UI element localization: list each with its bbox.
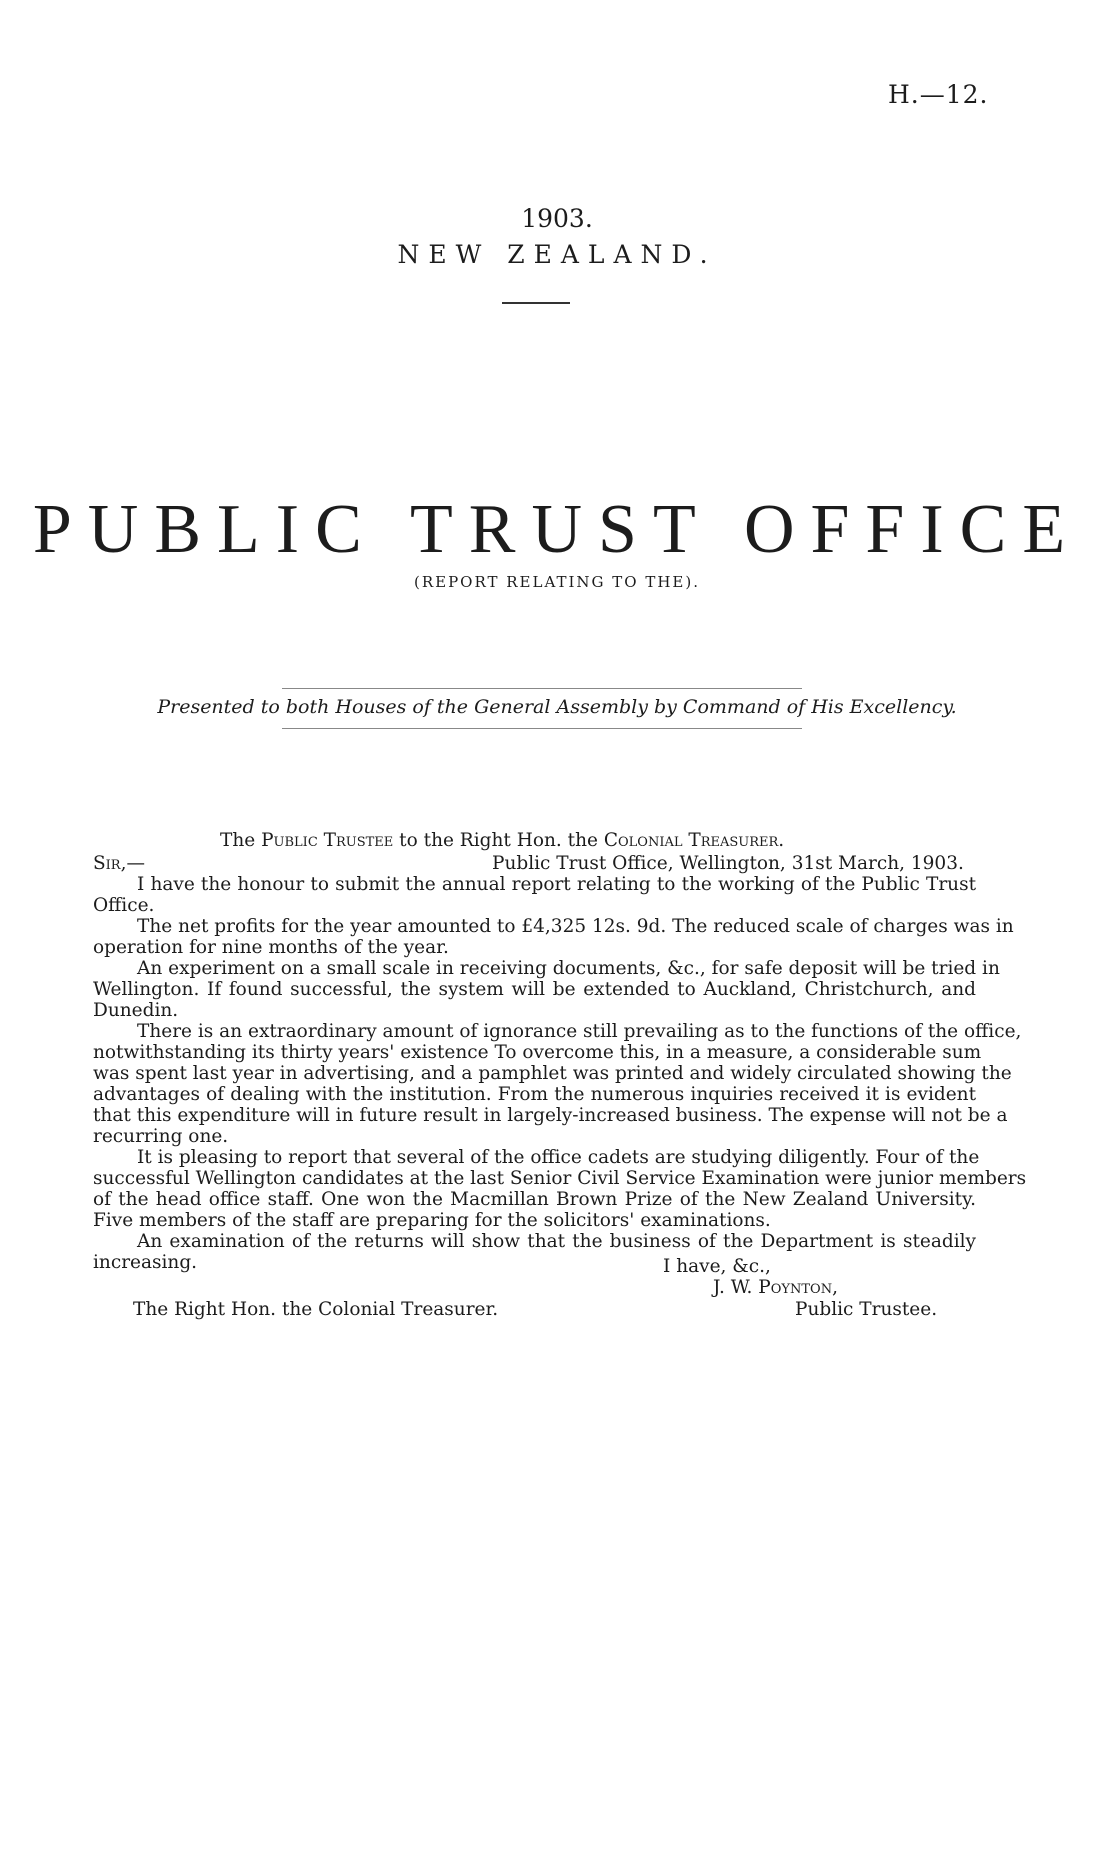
letter-line: I have the honour to submit the annual report relating to the working of the Public Trust: [137, 874, 976, 895]
letter-line: recurring one.: [93, 1126, 229, 1147]
presented-rule-bottom: [282, 728, 802, 729]
letter-line: There is an extraordinary amount of ignorance still prevailing as to the functions of the office,: [137, 1021, 1022, 1042]
heading-divider: [502, 302, 570, 304]
presented-rule-top: [282, 688, 802, 689]
letter-line: that this expenditure will in future result in largely-increased business. The expense will not be a: [93, 1105, 1008, 1126]
letter-recipient: Colonial Treasurer.: [603, 830, 785, 851]
letter-header: [220, 830, 784, 851]
letter-line: advantages of dealing with the institution. From the numerous inquiries received it is evident: [93, 1084, 976, 1105]
letter-sender: Public Trustee: [261, 830, 394, 851]
letter-line: Dunedin.: [93, 1000, 179, 1021]
signatory-title: Public Trustee.: [795, 1299, 938, 1320]
letter-line: It is pleasing to report that several of the office cadets are studying diligently. Four of the: [137, 1147, 980, 1168]
letter-line: of the head office staff. One won the Macmillan Brown Prize of the New Zealand University.: [93, 1189, 976, 1210]
letter-line: Five members of the staff are preparing for the solicitors' examinations.: [93, 1210, 771, 1231]
letter-line: increasing.: [93, 1252, 198, 1273]
letter-addressee: The Right Hon. the Colonial Treasurer.: [133, 1299, 499, 1320]
document-subtitle: (REPORT RELATING TO THE).: [413, 573, 701, 591]
letter-closing: I have, &c.,: [663, 1256, 771, 1277]
page-reference: H.—12.: [888, 80, 989, 109]
letter-salutation: Sir,—: [93, 853, 145, 874]
letter-line: notwithstanding its thirty years' existence To overcome this, in a measure, a considerable sum: [93, 1042, 982, 1063]
signatory-initials: J. W.: [713, 1277, 759, 1298]
letter-location-date: Public Trust Office, Wellington, 31st March, 1903.: [492, 853, 964, 874]
letter-line: The net profits for the year amounted to £4,325 12s. 9d. The reduced scale of charges was in: [137, 916, 1014, 937]
document-year: 1903.: [521, 204, 593, 233]
letter-line: successful Wellington candidates at the last Senior Civil Service Examination were junior members: [93, 1168, 1027, 1189]
letter-line: Office.: [93, 895, 155, 916]
presented-notice: Presented to both Houses of the General Assembly by Command of His Excellency.: [157, 696, 957, 718]
letter-line: Wellington. If found successful, the system will be extended to Auckland, Christchurch, and: [93, 979, 976, 1000]
letter-header-prefix: The: [220, 830, 262, 851]
signatory-name: [713, 1277, 838, 1298]
letter-line: operation for nine months of the year.: [93, 937, 449, 958]
letter-line: An examination of the returns will show that the business of the Department is steadily: [137, 1231, 976, 1252]
country-heading: NEW ZEALAND.: [397, 240, 717, 269]
letter-line: An experiment on a small scale in receiving documents, &c., for safe deposit will be tried in: [137, 958, 1000, 979]
letter-line: was spent last year in advertising, and a pamphlet was printed and widely circulated showing the: [93, 1063, 1012, 1084]
signatory-surname: Poynton,: [758, 1277, 838, 1298]
document-title: PUBLIC TRUST OFFICE: [32, 491, 1082, 568]
letter-header-middle: to the Right Hon. the: [393, 830, 604, 851]
